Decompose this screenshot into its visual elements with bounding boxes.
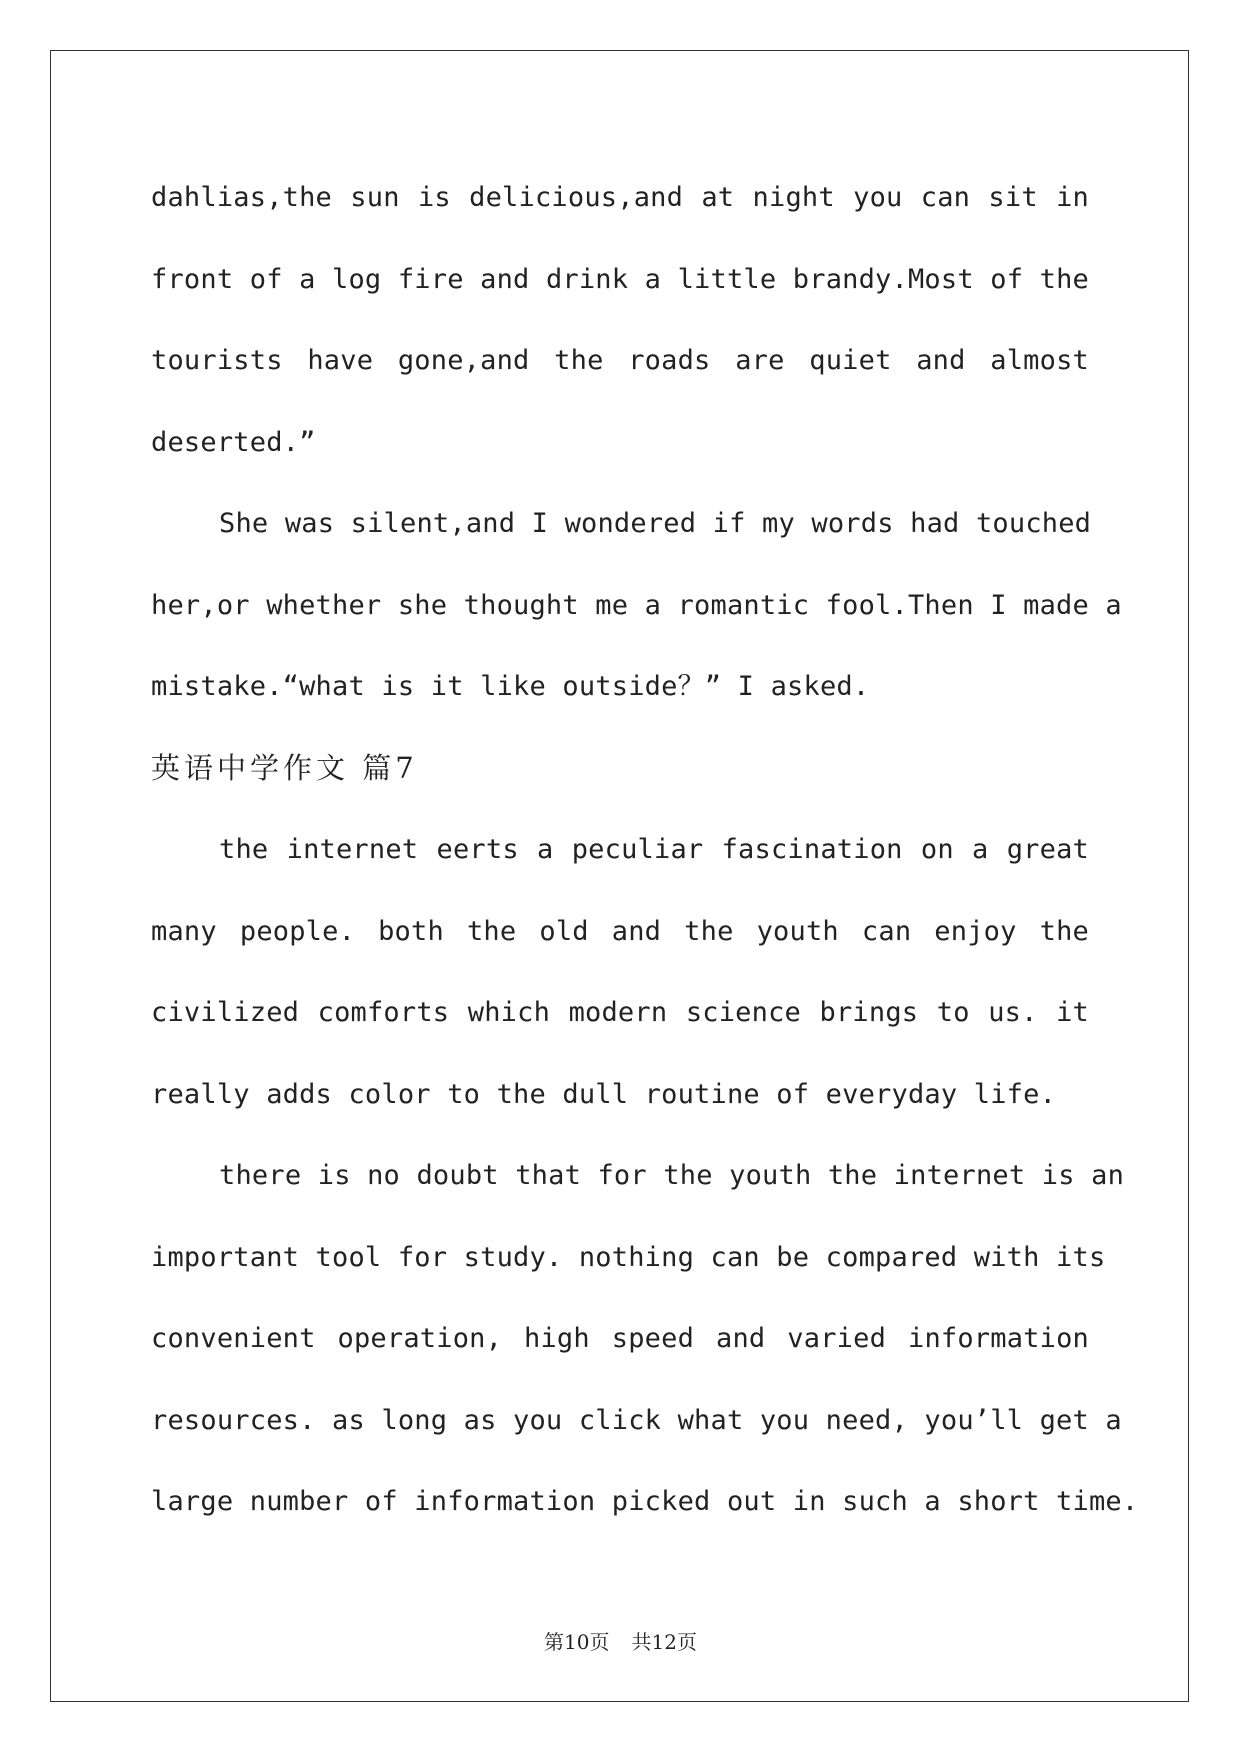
text-line: her,or whether she thought me a romantic fool.Then I made a [151, 589, 1122, 621]
page-number-total: 共12页 [631, 1630, 697, 1654]
text-line: front of a log fire and drink a little brandy.Most of the [151, 263, 1089, 295]
text-line: many people. both the old and the youth can enjoy the [151, 915, 1089, 947]
text-line: convenient operation, high speed and varied information [151, 1323, 1089, 1354]
text-line: civilized comforts which modern science brings to us. it [151, 997, 1089, 1028]
text-line: important tool for study. nothing can be compared with its [151, 1241, 1106, 1273]
text-line: there is no doubt that for the youth the internet is an [219, 1160, 1125, 1191]
text-line: dahlias,the sun is delicious,and at night you can sit in [151, 182, 1089, 213]
text-line: deserted.” [151, 426, 316, 458]
text-line: large number of information picked out in such a short time. [151, 1486, 1139, 1517]
text-line: tourists have gone,and the roads are quiet and almost [151, 345, 1089, 376]
text-line: mistake.“what is it like outside？” I asked. [151, 671, 870, 702]
paragraph [151, 483, 1122, 728]
document-body [151, 157, 1139, 1543]
text-line: really adds color to the dull routine of everyday life. [151, 1078, 1057, 1110]
page-footer [0, 1626, 1241, 1655]
text-line: She was silent,and I wondered if my words had touched [219, 508, 1092, 539]
paragraph [151, 809, 1089, 1135]
page-number-current: 第10页 [544, 1630, 610, 1654]
paragraph [151, 1135, 1139, 1543]
section-heading: 英语中学作文 篇7 [151, 750, 418, 785]
paragraph [151, 157, 1089, 483]
text-line: resources. as long as you click what you need, you’ll get a [151, 1404, 1122, 1436]
text-line: the internet eerts a peculiar fascination on a great [219, 834, 1089, 865]
